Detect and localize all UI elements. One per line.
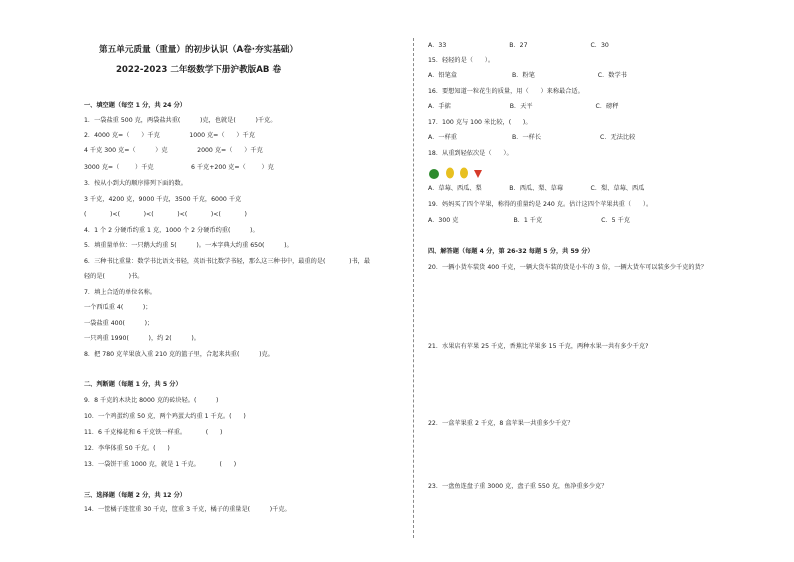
question-line: A．一样重 B．一样长 C．无法比较 (428, 134, 636, 141)
question-line: 22．一盒苹果重 2 千克，8 盒苹果一共重多少千克？ (428, 420, 574, 427)
question-line: ( )<( )<( )<( )<( ) (84, 211, 247, 218)
question-line: 1．一袋盐重 500 克，两袋盐共重( )克，也就是( )千克。 (84, 117, 277, 124)
question-line: 21．水果店有苹果 25 千克，香蕉比苹果多 15 千克，两种水果一共有多少千克? (428, 343, 649, 350)
question-line: 2．4000 克=（ ）千克 1000 克=（ ）千克 (84, 132, 255, 139)
fruit-picture (428, 166, 508, 180)
question-line: 10．一个鸡蛋约重 50 克，两个鸡蛋大约重 1 千克。( ) (84, 413, 246, 420)
question-line: 6．三种书比重量：数学书比语文书轻，英语书比数学书轻，那么这三种书中，最重的是( )书，最 (84, 258, 371, 265)
question-line: 13．一袋饼干重 1000 克，就是 1 千克。 ( ) (84, 461, 237, 468)
question-line: 16．要想知道一粒花生的质量，用（ ）来称最合适。 (428, 88, 584, 95)
question-line: A．33 B．27 C．30 (428, 42, 609, 49)
question-line: 15．轻轻的是（ ）。 (428, 57, 495, 64)
question-line: 19．妈妈买了四个苹果，称得的重量约是 240 克。估计这四个苹果共重（ ）。 (428, 201, 653, 208)
question-line: 3 千克，4200 克，9000 千克，3500 千克，6000 千克 (84, 196, 242, 203)
question-line: 9．8 千克的木块比 8000 克的砖块轻。( ) (84, 397, 219, 404)
pear-icon (460, 168, 468, 179)
question-line: 11．6 千克棉花和 6 千克铁一样重。 ( ) (84, 429, 223, 436)
question-line: A．铅笔盒 B．粉笔 C．数学书 (428, 72, 627, 79)
section-heading: 三、选择题（每题 2 分，共 12 分） (84, 492, 186, 499)
question-line: 18．从重到轻依次是（ ）。 (428, 150, 513, 157)
exam-title: 第五单元质量（重量）的初步认识（A卷·夯实基础） (99, 45, 298, 55)
strawberry-icon (474, 170, 482, 178)
question-line: 4．1 个 2 分硬币约重 1 克，1000 个 2 分硬币约重( )。 (84, 227, 259, 234)
question-line: 3000 克=（ ）千克 6 千克+200 克=（ ）克 (84, 164, 274, 171)
question-line: 8．把 780 克苹果放入重 210 克的篮子里，合起来共重( )克。 (84, 351, 274, 358)
question-line: 20．一辆小货车装货 400 千克，一辆大货车装的货是小车的 3 倍，一辆大货车可以装多少千克的货？ (428, 264, 707, 271)
question-line: 14．一筐橘子连筐重 30 千克，筐重 3 千克，橘子的重量是( )千克。 (84, 506, 291, 513)
question-line: A．300 克 B．1 千克 C．5 千克 (428, 217, 630, 224)
question-line: 4 千克 300 克=（ ）克 2000 克=（ ）千克 (84, 147, 263, 154)
section-heading: 一、填空题（每空 1 分，共 24 分） (84, 102, 186, 109)
question-line: 5．填重量单位：一只鹅大约重 5( )。一本字典大约重 650( )。 (84, 242, 293, 249)
question-line: 12．李华体重 50 千克。( ) (84, 445, 170, 452)
question-line: A．手掂 B．天平 C．磅秤 (428, 103, 619, 110)
question-line: 一袋盐重 400( )； (84, 320, 154, 327)
exam-subtitle: 2022-2023 二年级数学下册沪教版AB 卷 (115, 65, 282, 75)
section-heading: 二、判断题（每题 1 分，共 5 分） (84, 381, 182, 388)
question-line: 17．100 克与 100 米比较，( )。 (428, 119, 532, 126)
question-line: 一个西瓜重 4( )； (84, 304, 152, 311)
question-line: 轻的是( )书。 (84, 273, 144, 280)
watermelon-icon (429, 169, 439, 179)
section-heading: 四、解答题（每题 4 分，第 26-32 每题 5 分，共 59 分） (428, 248, 594, 255)
column-divider (413, 38, 414, 538)
question-line: 3．按从小到大的顺序排列下面的数。 (84, 180, 187, 187)
question-line: 一只鸡重 1990( )，约 2( )。 (84, 335, 200, 342)
question-line: 23．一盘鱼连盘子重 3000 克，盘子重 550 克，鱼净重多少克？ (428, 483, 608, 490)
question-line: A．草莓、西瓜、梨 B．西瓜、梨、草莓 C．梨、草莓、西瓜 (428, 185, 645, 192)
pear-icon (446, 168, 454, 179)
question-line: 7．填上合适的单位名称。 (84, 289, 156, 296)
